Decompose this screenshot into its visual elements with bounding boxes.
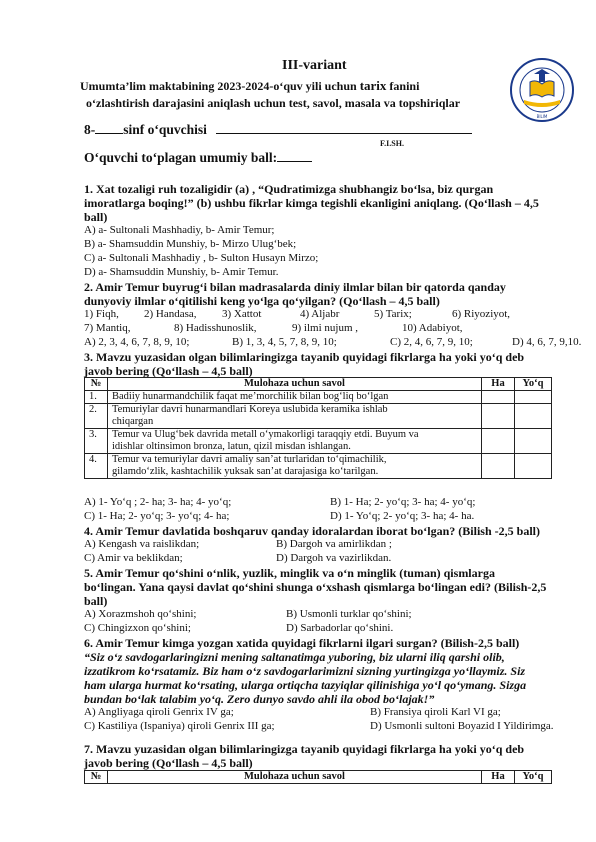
q2-item-3: 3) Xattot	[222, 308, 262, 320]
header-line-2: o‘zlashtirish darajasini aniqlash uchun test, savol, masala va topshiriqlar	[86, 96, 461, 110]
q3-col-statement: Mulohaza uchun savol	[108, 378, 482, 391]
variant-title: III-variant	[282, 58, 347, 73]
q1-option-b[interactable]: B) a- Shamsuddin Munshiy, b- Mirzo Ulug‘bek;	[84, 238, 297, 250]
row-statement-line: Badiiy hunarmandchilik faqat me’morchilik bilan bog‘liq bo‘lgan	[112, 391, 389, 402]
q3-option-b[interactable]: B) 1- Ha; 2- yo‘q; 3- ha; 4- yo‘q;	[330, 496, 476, 508]
q3-col-no: Yo‘q	[515, 378, 552, 391]
q6-option-c[interactable]: C) Kastiliya (Ispaniya) qiroli Genrix III ga;	[84, 720, 275, 732]
q2-item-7: 7) Mantiq,	[84, 322, 131, 334]
q6-option-d[interactable]: D) Usmonli sultoni Boyazid I Yildirimga.	[370, 720, 554, 732]
q6-quote-line: izzatikrom ko‘rsatamiz. Biz ham o‘z savdogarlarimizni sizning yurtingizga yo‘llaymiz. Siz	[84, 664, 526, 678]
header-line-1	[80, 78, 419, 94]
q2-item-6: 6) Riyoziyot,	[452, 308, 511, 320]
answer-yes-cell[interactable]	[482, 404, 515, 429]
q3-option-a[interactable]: A) 1- Yo‘q ; 2- ha; 3- ha; 4- yo‘q;	[84, 496, 232, 508]
q1-option-d[interactable]: D) a- Shamsuddin Munshiy, b- Amir Temur.	[84, 266, 279, 278]
q7-table	[84, 770, 552, 784]
q1-option-a[interactable]: A) a- Sultonali Mashhadiy, b- Amir Temur;	[84, 224, 275, 236]
q2-line-1: 2. Amir Temur buyrug‘i bilan madrasalarda diniy ilmlar bilan bir qatorda qanday	[84, 280, 506, 294]
q5-option-a[interactable]: A) Xorazmshoh qo‘shini;	[84, 608, 197, 620]
score-line	[84, 150, 312, 166]
q1-line-3: ball)	[84, 210, 108, 224]
row-number: 1.	[85, 391, 108, 404]
q4-option-b[interactable]: B) Dargoh va amirlikdan ;	[276, 538, 392, 550]
table-row	[85, 429, 552, 454]
table-row	[85, 391, 552, 404]
class-blank[interactable]	[95, 122, 123, 134]
q5-line-3: ball)	[84, 594, 108, 608]
answer-no-cell[interactable]	[515, 404, 552, 429]
q2-option-d[interactable]: D) 4, 6, 7, 9,10.	[512, 336, 582, 348]
answer-yes-cell[interactable]	[482, 454, 515, 479]
q2-line-2: dunyoviy ilmlar o‘qitilishi keng yo‘lga qo‘yilgan? (Qo‘llash – 4,5 ball)	[84, 294, 440, 308]
fish-label: F.I.SH.	[380, 139, 404, 148]
row-statement-line: Temur va Ulug‘bek davrida metall o‘ymakorligi taraqqiy etdi. Buyum va	[112, 429, 419, 440]
q3-table	[84, 377, 552, 479]
q7-col-number: №	[85, 771, 108, 784]
table-row	[85, 404, 552, 429]
q3-col-yes: Ha	[482, 378, 515, 391]
q2-item-8: 8) Hadisshunoslik,	[174, 322, 257, 334]
row-statement-line: gilamdo‘zlik, kashtachilik yuksak san’at darajasiga ko‘tarilgan.	[112, 466, 379, 477]
q6-quote-line: ham ularga hurmat ko‘rsating, ularga ortiqcha tazyiqlar qilinishiga yo‘l qo‘ymang. Sizga	[84, 678, 527, 692]
student-label: sinf o‘quvchisi	[123, 122, 207, 137]
q4-option-a[interactable]: A) Kengash va raislikdan;	[84, 538, 200, 550]
row-statement	[108, 454, 482, 479]
q1-line-1: 1. Xat tozaligi ruh tozaligidir (a) , “Qudratimizga shubhangiz bo‘lsa, biz qurgan	[84, 182, 494, 196]
row-statement-line: chiqargan	[112, 416, 154, 427]
q2-option-c[interactable]: C) 2, 4, 6, 7, 9, 10;	[390, 336, 473, 348]
header-line-1c: fanini	[386, 79, 420, 93]
q7-line-1: 7. Mavzu yuzasidan olgan bilimlaringizga tayanib quyidagi fikrlarga ha yoki yo‘q deb	[84, 742, 525, 756]
answer-yes-cell[interactable]	[482, 391, 515, 404]
row-statement-line: Temuriylar davri hunarmandlari Koreya uslubida keramika ishlab	[112, 404, 388, 415]
row-statement-line: idishlar oltinsimon bronza, latun, qizil misdan ishlangan.	[112, 441, 351, 452]
header-subject: tarix	[359, 78, 387, 93]
q7-table-header	[85, 771, 552, 784]
q6-option-a[interactable]: A) Angliyaga qiroli Genrix IV ga;	[84, 706, 234, 718]
class-label: 8-	[84, 122, 96, 137]
row-statement	[108, 391, 482, 404]
q2-option-a[interactable]: A) 2, 3, 4, 6, 7, 8, 9, 10;	[84, 336, 190, 348]
score-blank[interactable]	[277, 150, 312, 162]
q2-item-5: 5) Tarix;	[374, 308, 412, 320]
q1-line-2: imoratlarga boqing!” (b) ushbu fikrlar kimga tegishli ekanligini aniqlang. (Qo‘llash – 4,5	[84, 196, 539, 210]
q6-quote-line: bundan bo‘lak talabim yo‘q. Zero dunyo savdo ahli ila obod bo‘lajak!”	[84, 692, 435, 706]
row-number: 3.	[85, 429, 108, 454]
q7-line-2: javob bering (Qo‘llash – 4,5 ball)	[84, 756, 253, 770]
answer-no-cell[interactable]	[515, 454, 552, 479]
q4-line-1: 4. Amir Temur davlatida boshqaruv qanday idoralardan iborat bo‘lgan? (Bilish -2,5 ball)	[84, 524, 540, 538]
answer-no-cell[interactable]	[515, 429, 552, 454]
score-label: O‘quvchi to‘plagan umumiy ball:	[84, 150, 278, 165]
q2-item-4: 4) Aljabr	[300, 308, 340, 320]
q5-line-1: 5. Amir Temur qo‘shini o‘nlik, yuzlik, minglik va o‘n minglik (tuman) qismlarga	[84, 566, 495, 580]
row-number: 4.	[85, 454, 108, 479]
table-row	[85, 454, 552, 479]
q2-item-10: 10) Adabiyot,	[402, 322, 463, 334]
q6-quote-line: “Siz o‘z savdogarlaringizni mening saltanatimga yuboring, biz ularni iliq qarshi olib,	[84, 650, 505, 664]
q4-option-c[interactable]: C) Amir va beklikdan;	[84, 552, 183, 564]
student-name-blank[interactable]	[216, 122, 472, 134]
row-number: 2.	[85, 404, 108, 429]
q3-table-header	[85, 378, 552, 391]
header-line-1a: Umumta’lim maktabining 2023-2024-o‘quv yili uchun	[80, 79, 360, 93]
class-line	[84, 122, 472, 138]
q3-option-d[interactable]: D) 1- Yo‘q; 2- yo‘q; 3- ha; 4- ha.	[330, 510, 475, 522]
q2-item-1: 1) Fiqh,	[84, 308, 119, 320]
q3-line-2: javob bering (Qo‘llash – 4,5 ball)	[84, 364, 253, 378]
svg-text:BILIM: BILIM	[536, 114, 548, 119]
answer-no-cell[interactable]	[515, 391, 552, 404]
q5-option-b[interactable]: B) Usmonli turklar qo‘shini;	[286, 608, 412, 620]
school-logo	[510, 58, 574, 122]
answer-yes-cell[interactable]	[482, 429, 515, 454]
q1-option-c[interactable]: C) a- Sultonali Mashhadiy , b- Sulton Husayn Mirzo;	[84, 252, 319, 264]
q5-line-2: bo‘lingan. Yana qaysi davlat qo‘shini shunga o‘xshash qismlarga bo‘lingan edi? (Bilish-2,5	[84, 580, 547, 594]
q3-col-number: №	[85, 378, 108, 391]
q2-item-2: 2) Handasa,	[144, 308, 197, 320]
row-statement	[108, 404, 482, 429]
q7-col-statement: Mulohaza uchun savol	[108, 771, 482, 784]
q6-option-b[interactable]: B) Fransiya qiroli Karl VI ga;	[370, 706, 501, 718]
q7-col-no: Yo‘q	[515, 771, 552, 784]
q5-option-c[interactable]: C) Chingizxon qo‘shini;	[84, 622, 191, 634]
row-statement	[108, 429, 482, 454]
q6-line-1: 6. Amir Temur kimga yozgan xatida quyidagi fikrlarni ilgari surgan? (Bilish-2,5 ball)	[84, 636, 520, 650]
q5-option-d[interactable]: D) Sarbadorlar qo‘shini.	[286, 622, 394, 634]
q3-line-1: 3. Mavzu yuzasidan olgan bilimlaringizga tayanib quyidagi fikrlarga ha yoki yo‘q deb	[84, 350, 525, 364]
q2-option-b[interactable]: B) 1, 3, 4, 5, 7, 8, 9, 10;	[232, 336, 337, 348]
q7-col-yes: Ha	[482, 771, 515, 784]
q3-option-c[interactable]: C) 1- Ha; 2- yo‘q; 3- yo‘q; 4- ha;	[84, 510, 230, 522]
row-statement-line: Temur va temuriylar davri amaliy san’at turlaridan to‘qimachilik,	[112, 454, 387, 465]
q2-item-9: 9) ilmi nujum ,	[292, 322, 358, 334]
q4-option-d[interactable]: D) Dargoh va vazirlikdan.	[276, 552, 392, 564]
